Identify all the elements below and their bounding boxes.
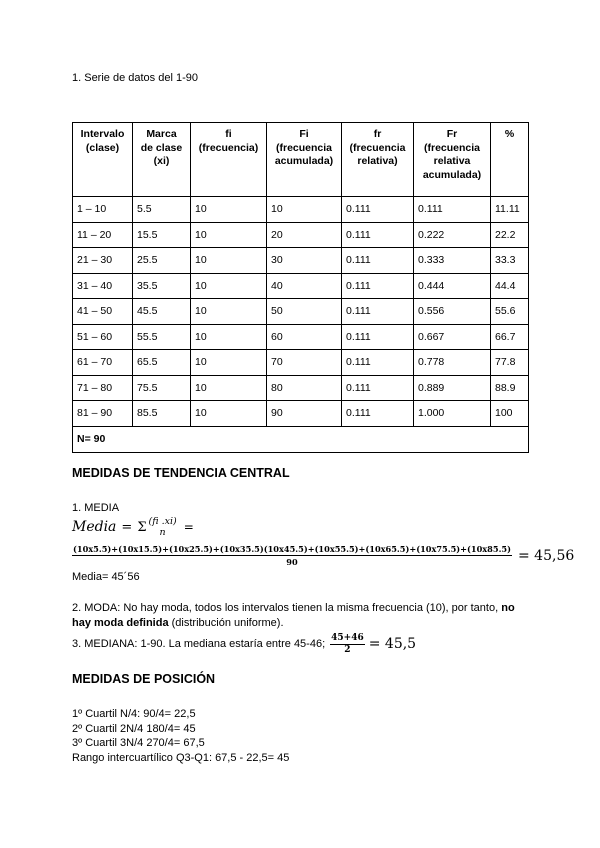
table-cell: 0.111 bbox=[342, 273, 414, 299]
table-total-row bbox=[73, 426, 529, 452]
position-line: 3º Cuartil 3N/4 270/4= 67,5 bbox=[72, 737, 205, 749]
media-expansion-result: = 45,56 bbox=[518, 548, 575, 564]
table-cell: 50 bbox=[267, 299, 342, 325]
table-header-cell: fr (frecuencia relativa) bbox=[342, 123, 414, 197]
media-expansion-den: 90 bbox=[286, 557, 298, 567]
frequency-table bbox=[72, 122, 529, 453]
table-row bbox=[73, 273, 529, 299]
position-line: 2º Cuartil 2N/4 180/4= 45 bbox=[72, 722, 196, 735]
table-cell: 15.5 bbox=[133, 222, 191, 248]
table-cell: 51 – 60 bbox=[73, 324, 133, 350]
position-lines bbox=[72, 707, 289, 765]
table-cell: 10 bbox=[191, 273, 267, 299]
table-cell: 10 bbox=[191, 375, 267, 401]
table-total-cell: N= 90 bbox=[73, 426, 529, 452]
table-cell: 66.7 bbox=[491, 324, 529, 350]
table-cell: 45.5 bbox=[133, 299, 191, 325]
table-header-cell: Fi (frecuencia acumulada) bbox=[267, 123, 342, 197]
table-cell: 10 bbox=[191, 324, 267, 350]
table-row bbox=[73, 401, 529, 427]
table-cell: 0.111 bbox=[342, 401, 414, 427]
table-cell: 0.333 bbox=[414, 248, 491, 274]
table-cell: 80 bbox=[267, 375, 342, 401]
table-cell: 0.111 bbox=[414, 197, 491, 223]
table-cell: 10 bbox=[191, 299, 267, 325]
table-cell: 10 bbox=[191, 248, 267, 274]
table-cell: 10 bbox=[191, 222, 267, 248]
table-cell: 0.111 bbox=[342, 197, 414, 223]
table-cell: 0.111 bbox=[342, 324, 414, 350]
media-fraction bbox=[148, 516, 178, 538]
table-cell: 0.111 bbox=[342, 350, 414, 376]
moda-suffix: (distribución uniforme). bbox=[171, 617, 284, 629]
moda-paragraph bbox=[72, 601, 532, 631]
table-cell: 10 bbox=[191, 401, 267, 427]
table-header-cell: Marca de clase (xi) bbox=[133, 123, 191, 197]
table-cell: 0.222 bbox=[414, 222, 491, 248]
table-row bbox=[73, 324, 529, 350]
table-cell: 0.111 bbox=[342, 299, 414, 325]
table-header-cell: Fr (frecuencia relativa acumulada) bbox=[414, 123, 491, 197]
media-expansion bbox=[72, 542, 574, 570]
position-line: Rango intercuartílico Q3-Q1: 67,5 - 22,5= 45 bbox=[72, 751, 290, 764]
position-heading: MEDIDAS DE POSICIÓN bbox=[72, 672, 216, 686]
table-cell: 41 – 50 bbox=[73, 299, 133, 325]
table-cell: 1.000 bbox=[414, 401, 491, 427]
table-header-cell: fi (frecuencia) bbox=[191, 123, 267, 197]
table-row bbox=[73, 299, 529, 325]
table-cell: 85.5 bbox=[133, 401, 191, 427]
media-formula bbox=[72, 514, 194, 540]
sigma-symbol: Σ bbox=[137, 519, 147, 535]
table-cell: 10 bbox=[191, 197, 267, 223]
table-cell: 10 bbox=[267, 197, 342, 223]
table-cell: 11.11 bbox=[491, 197, 529, 223]
table-cell: 10 bbox=[191, 350, 267, 376]
mediana-line bbox=[72, 632, 416, 656]
table-body bbox=[73, 197, 529, 453]
media-result: Media= 45´56 bbox=[72, 571, 140, 583]
moda-bold: no hay moda definida bbox=[72, 602, 515, 629]
media-lhs: Media bbox=[72, 519, 117, 535]
mediana-fraction bbox=[330, 633, 365, 656]
table-cell: 70 bbox=[267, 350, 342, 376]
table-cell: 90 bbox=[267, 401, 342, 427]
table-header-cell: Intervalo (clase) bbox=[73, 123, 133, 197]
media-fraction-num: (fi .xi) bbox=[148, 516, 177, 527]
media-tail: = bbox=[183, 520, 194, 534]
table-cell: 25.5 bbox=[133, 248, 191, 274]
table-cell: 100 bbox=[491, 401, 529, 427]
media-eq: = bbox=[121, 519, 133, 535]
table-cell: 30 bbox=[267, 248, 342, 274]
mediana-den: 2 bbox=[344, 644, 351, 655]
table-cell: 81 – 90 bbox=[73, 401, 133, 427]
moda-prefix: 2. MODA: No hay moda, todos los intervalos tienen la misma frecuencia (10), por tanto, bbox=[72, 602, 499, 614]
table-cell: 0.889 bbox=[414, 375, 491, 401]
central-heading: MEDIDAS DE TENDENCIA CENTRAL bbox=[72, 466, 290, 480]
table-cell: 44.4 bbox=[491, 273, 529, 299]
mediana-num: 45+46 bbox=[331, 632, 364, 643]
table-cell: 77.8 bbox=[491, 350, 529, 376]
table-cell: 75.5 bbox=[133, 375, 191, 401]
table-header-cell: % bbox=[491, 123, 529, 197]
table-cell: 40 bbox=[267, 273, 342, 299]
table-row bbox=[73, 375, 529, 401]
table-cell: 21 – 30 bbox=[73, 248, 133, 274]
media-label: 1. MEDIA bbox=[72, 502, 120, 514]
table-cell: 71 – 80 bbox=[73, 375, 133, 401]
table-cell: 0.778 bbox=[414, 350, 491, 376]
table-cell: 55.6 bbox=[491, 299, 529, 325]
series-title: 1. Serie de datos del 1-90 bbox=[72, 72, 198, 84]
table-cell: 35.5 bbox=[133, 273, 191, 299]
table-cell: 0.111 bbox=[342, 375, 414, 401]
media-expansion-fraction bbox=[72, 544, 512, 568]
table-cell: 61 – 70 bbox=[73, 350, 133, 376]
mediana-text: 3. MEDIANA: 1-90. La mediana estaría entre 45-46; bbox=[72, 638, 326, 650]
table-header-row bbox=[73, 123, 529, 197]
table-row bbox=[73, 350, 529, 376]
table-cell: 31 – 40 bbox=[73, 273, 133, 299]
table-cell: 0.556 bbox=[414, 299, 491, 325]
position-line: 1º Cuartil N/4: 90/4= 22,5 bbox=[72, 708, 196, 720]
table-cell: 55.5 bbox=[133, 324, 191, 350]
table-cell: 65.5 bbox=[133, 350, 191, 376]
table-cell: 0.667 bbox=[414, 324, 491, 350]
table-cell: 0.111 bbox=[342, 248, 414, 274]
table-cell: 22.2 bbox=[491, 222, 529, 248]
table-cell: 11 – 20 bbox=[73, 222, 133, 248]
table-cell: 88.9 bbox=[491, 375, 529, 401]
table-row bbox=[73, 197, 529, 223]
table-cell: 33.3 bbox=[491, 248, 529, 274]
table-row bbox=[73, 222, 529, 248]
table-cell: 20 bbox=[267, 222, 342, 248]
table-cell: 0.111 bbox=[342, 222, 414, 248]
media-fraction-den: n bbox=[159, 527, 166, 538]
mediana-result: = 45,5 bbox=[368, 636, 417, 652]
table-cell: 5.5 bbox=[133, 197, 191, 223]
table-cell: 60 bbox=[267, 324, 342, 350]
table-row bbox=[73, 248, 529, 274]
table-cell: 1 – 10 bbox=[73, 197, 133, 223]
media-expansion-num: (10x5.5)+(10x15.5)+(10x25.5)+(10x35.5)(10x45.5)+(10x55.5)+(10x65.5)+(10x75.5)+(10x85.5) bbox=[73, 544, 511, 554]
table-cell: 0.444 bbox=[414, 273, 491, 299]
